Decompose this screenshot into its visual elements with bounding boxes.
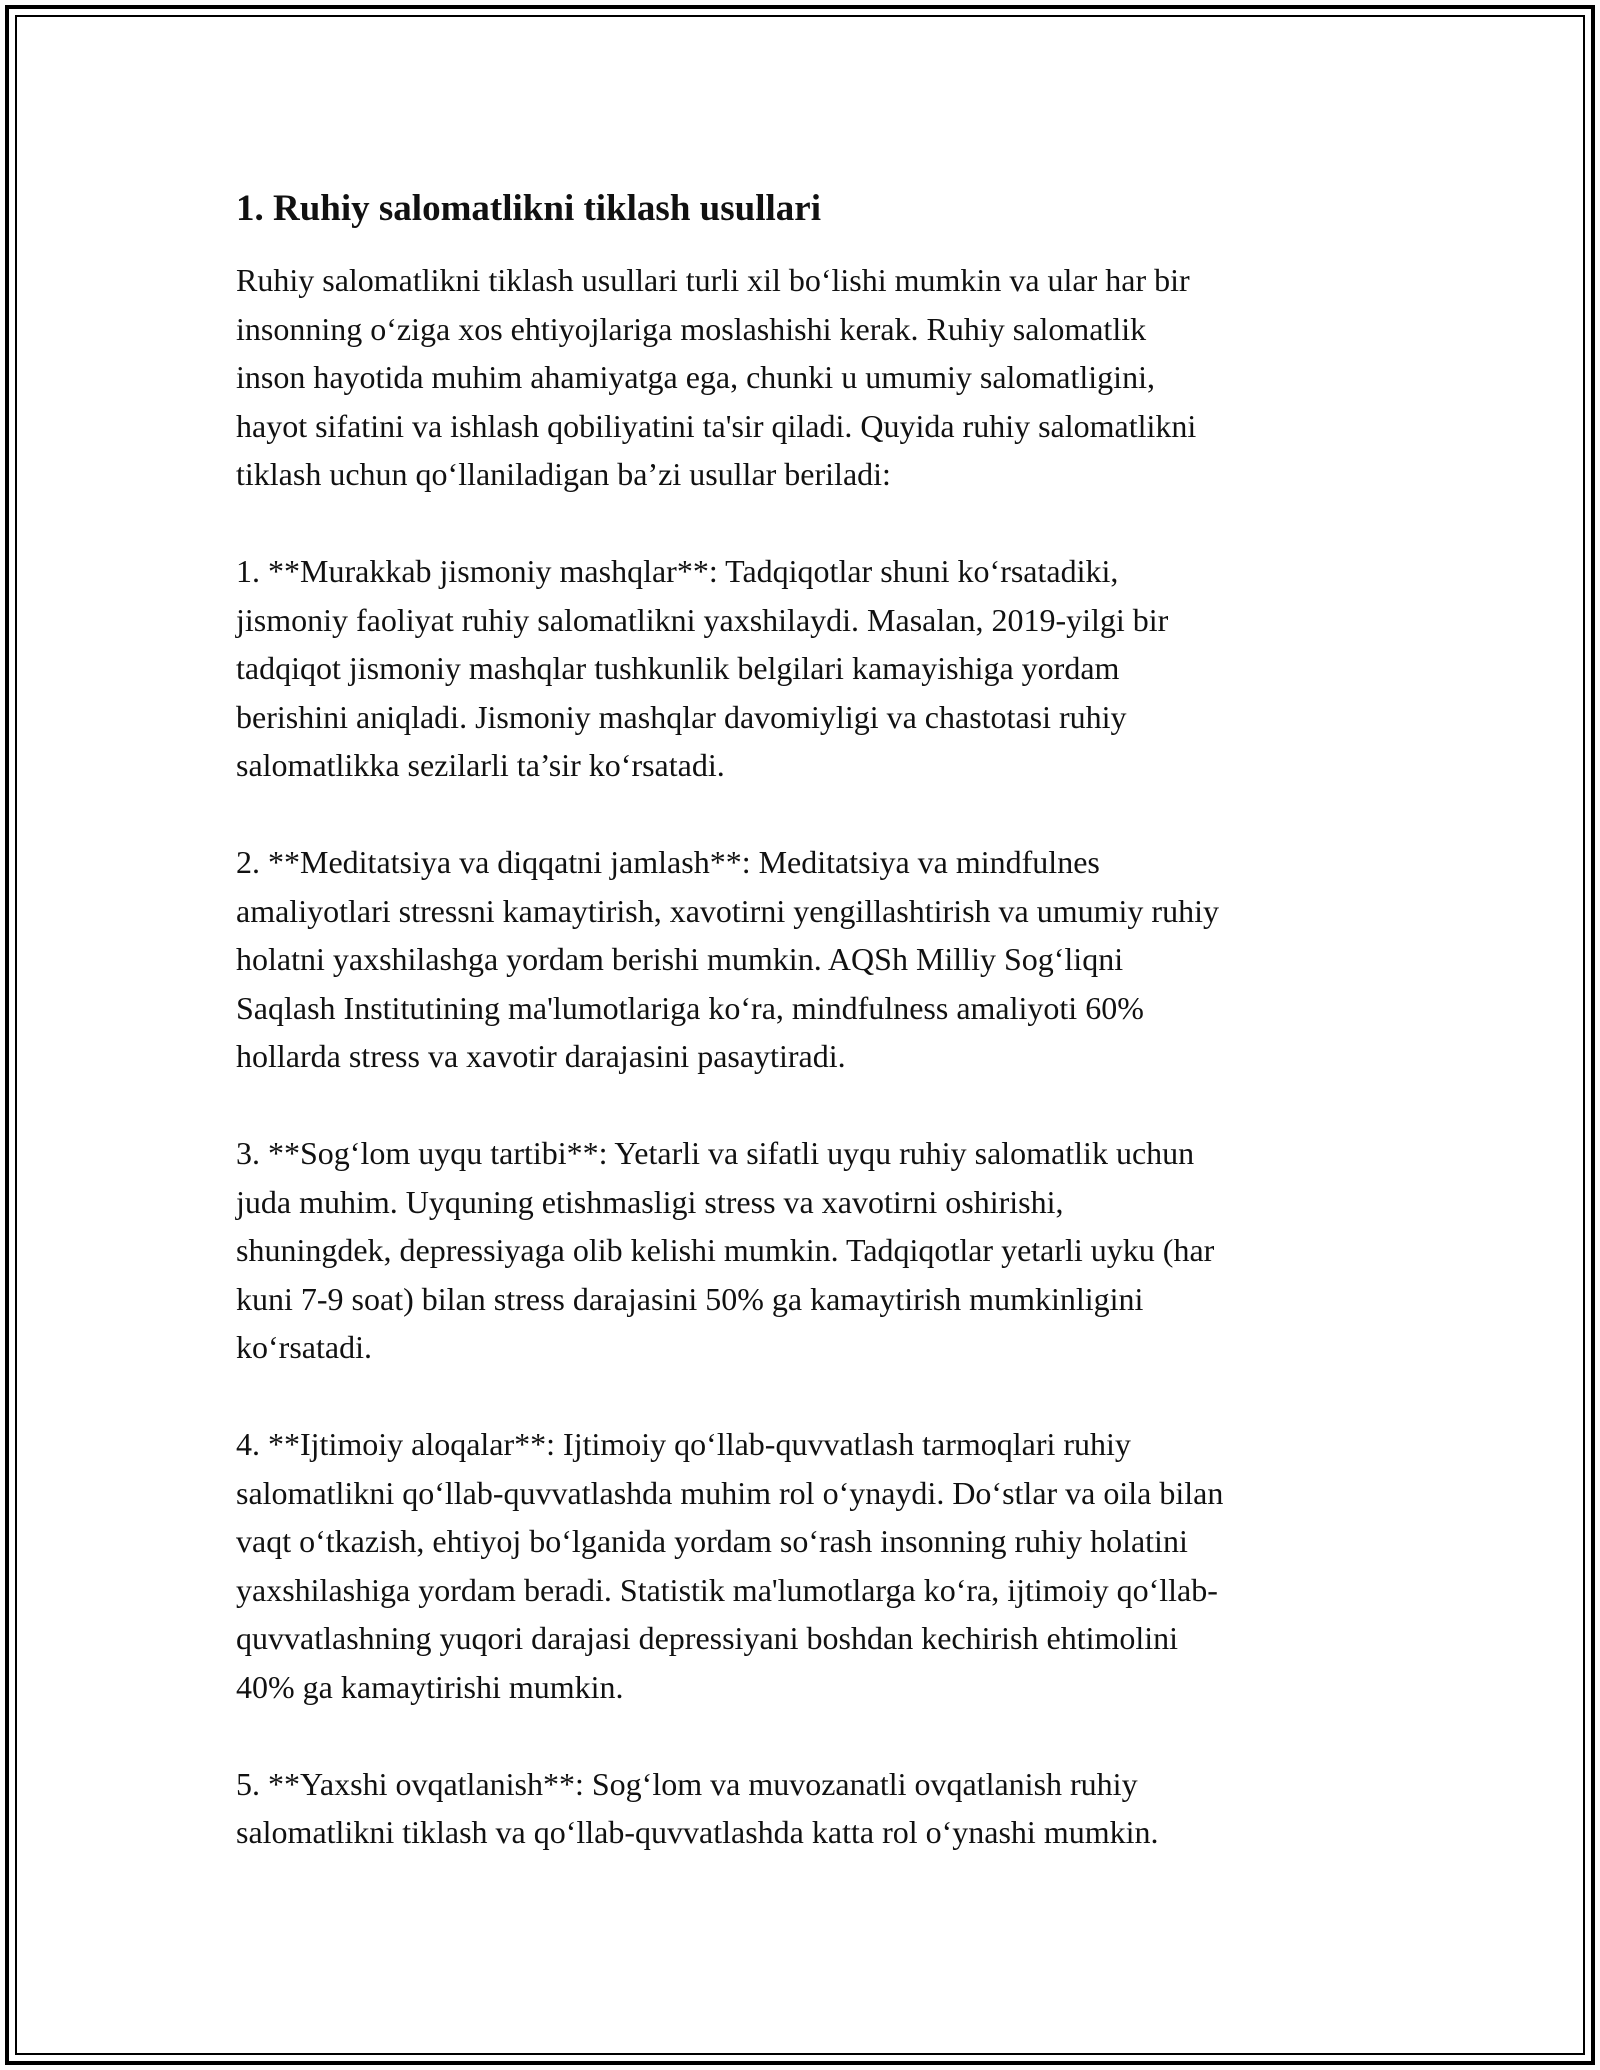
- text-line: 3. **Sog‘lom uyqu tartibi**: Yetarli va sifatli uyqu ruhiy salomatlik uchun: [236, 1135, 1195, 1171]
- text-line: inson hayotida muhim ahamiyatga ega, chunki u umumiy salomatligini,: [236, 359, 1155, 395]
- text-line: ko‘rsatadi.: [236, 1329, 372, 1365]
- text-line: tadqiqot jismoniy mashqlar tushkunlik belgilari kamayishiga yordam: [236, 650, 1120, 686]
- text-line: salomatlikka sezilarli ta’sir ko‘rsatadi.: [236, 747, 725, 783]
- document-body: [236, 185, 1386, 1905]
- text-line: Ruhiy salomatlikni tiklash usullari turli xil bo‘lishi mumkin va ular har bir: [236, 262, 1190, 298]
- text-line: holatni yaxshilashga yordam berishi mumkin. AQSh Milliy Sog‘liqni: [236, 941, 1124, 977]
- text-line: kuni 7-9 soat) bilan stress darajasini 50% ga kamaytirish mumkinligini: [236, 1280, 1144, 1317]
- text-line: 40% ga kamaytirishi mumkin.: [236, 1668, 624, 1705]
- list-item-paragraph: [236, 1129, 1386, 1372]
- text-line: 5. **Yaxshi ovqatlanish**: Sog‘lom va muvozanatli ovqatlanish ruhiy: [236, 1765, 1138, 1802]
- intro-paragraph: [236, 256, 1386, 499]
- text-line: hollarda stress va xavotir darajasini pasaytiradi.: [236, 1038, 846, 1074]
- text-line: insonning o‘ziga xos ehtiyojlariga moslashishi kerak. Ruhiy salomatlik: [236, 310, 1147, 347]
- list-item-paragraph: [236, 547, 1386, 790]
- text-line: vaqt o‘tkazish, ehtiyoj bo‘lganida yordam so‘rash insonning ruhiy holatini: [236, 1523, 1188, 1559]
- text-line: 4. **Ijtimoiy aloqalar**: Ijtimoiy qo‘llab-quvvatlash tarmoqlari ruhiy: [236, 1426, 1131, 1462]
- text-line: quvvatlashning yuqori darajasi depressiyani boshdan kechirish ehtimolini: [236, 1620, 1179, 1656]
- text-line: 2. **Meditatsiya va diqqatni jamlash**: Meditatsiya va mindfulnes: [236, 844, 1100, 880]
- list-item-paragraph: [236, 838, 1386, 1081]
- section-heading: 1. Ruhiy salomatlikni tiklash usullari: [236, 188, 821, 229]
- text-line: jismoniy faoliyat ruhiy salomatlikni yaxshilaydi. Masalan, 2019-yilgi bir: [236, 601, 1169, 638]
- text-line: tiklash uchun qo‘llaniladigan ba’zi usullar beriladi:: [236, 456, 891, 492]
- text-line: 1. **Murakkab jismoniy mashqlar**: Tadqiqotlar shuni ko‘rsatadiki,: [236, 553, 1119, 589]
- list-item-paragraph: [236, 1420, 1386, 1711]
- text-line: Saqlash Institutining ma'lumotlariga ko‘ra, mindfulness amaliyoti 60%: [236, 989, 1144, 1026]
- text-line: salomatlikni qo‘llab-quvvatlashda muhim rol o‘ynaydi. Do‘stlar va oila bilan: [236, 1474, 1224, 1511]
- list-item-paragraph: [236, 1760, 1386, 1857]
- text-line: juda muhim. Uyquning etishmasligi stress va xavotirni oshirishi,: [236, 1183, 1064, 1220]
- text-line: salomatlikni tiklash va qo‘llab-quvvatlashda katta rol o‘ynashi mumkin.: [236, 1814, 1159, 1850]
- text-line: shuningdek, depressiyaga olib kelishi mumkin. Tadqiqotlar yetarli uyku (har: [236, 1232, 1215, 1268]
- text-line: berishini aniqladi. Jismoniy mashqlar davomiyligi va chastotasi ruhiy: [236, 698, 1127, 735]
- text-line: amaliyotlari stressni kamaytirish, xavotirni yengillashtirish va umumiy ruhiy: [236, 892, 1219, 929]
- text-line: yaxshilashiga yordam beradi. Statistik ma'lumotlarga ko‘ra, ijtimoiy qo‘llab-: [236, 1571, 1218, 1608]
- text-line: hayot sifatini va ishlash qobiliyatini ta'sir qiladi. Quyida ruhiy salomatlikni: [236, 407, 1197, 444]
